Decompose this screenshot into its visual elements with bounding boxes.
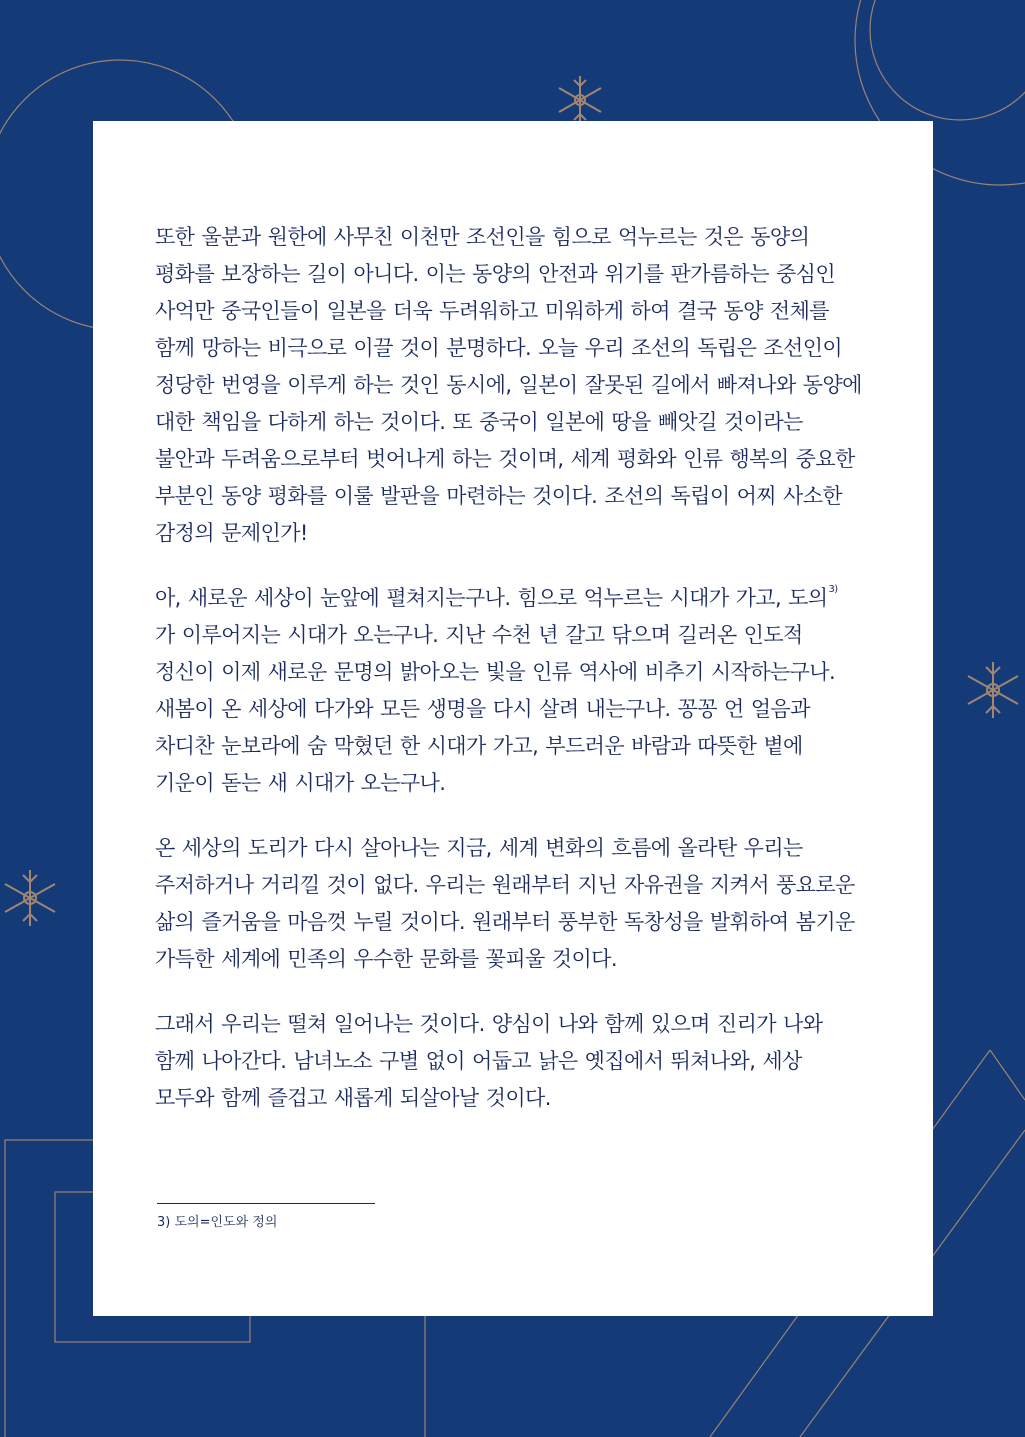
paragraph bbox=[155, 580, 885, 802]
text-line: 가득한 세계에 민족의 우수한 문화를 꽃피울 것이다. bbox=[155, 947, 617, 971]
text-line: 정당한 번영을 이루게 하는 것인 동시에, 일본이 잘못된 길에서 빠져나와 동양에 bbox=[155, 373, 862, 397]
footnote-text: 3) 도의=인도와 정의 bbox=[157, 1215, 278, 1230]
text-line: 가 이루어지는 시대가 오는구나. 지난 수천 년 갈고 닦으며 길러온 인도적 bbox=[155, 623, 803, 647]
text-line: 감정의 문제인가! bbox=[155, 521, 308, 545]
text-line: 불안과 두려움으로부터 벗어나게 하는 것이며, 세계 평화와 인류 행복의 중요한 bbox=[155, 447, 855, 471]
text-line: 차디찬 눈보라에 숨 막혔던 한 시대가 가고, 부드러운 바람과 따뜻한 볕에 bbox=[155, 734, 803, 758]
text-line bbox=[155, 580, 885, 617]
snowflake-icon bbox=[5, 870, 55, 926]
text-line: 새봄이 온 세상에 다가와 모든 생명을 다시 살려 내는구나. 꽁꽁 언 얼음과 bbox=[155, 697, 810, 721]
footnote-divider bbox=[157, 1203, 375, 1204]
document-page bbox=[93, 121, 933, 1316]
snowflake-icon bbox=[968, 662, 1018, 718]
footnote-reference[interactable]: 3) bbox=[828, 584, 838, 595]
paragraph bbox=[155, 1006, 885, 1117]
text-line: 온 세상의 도리가 다시 살아나는 지금, 세계 변화의 흐름에 올라탄 우리는 bbox=[155, 836, 803, 860]
text-line: 기운이 돋는 새 시대가 오는구나. bbox=[155, 771, 446, 795]
text-line-content: 아, 새로운 세상이 눈앞에 펼쳐지는구나. 힘으로 억누르는 시대가 가고, 도의 bbox=[155, 586, 828, 610]
snowflake-icon bbox=[559, 76, 601, 124]
text-line: 사억만 중국인들이 일본을 더욱 두려워하고 미워하게 하여 결국 동양 전체를 bbox=[155, 299, 829, 323]
text-line: 그래서 우리는 떨쳐 일어나는 것이다. 양심이 나와 함께 있으며 진리가 나와 bbox=[155, 1012, 823, 1036]
text-line: 부분인 동양 평화를 이룰 발판을 마련하는 것이다. 조선의 독립이 어찌 사소한 bbox=[155, 484, 843, 508]
body-text bbox=[155, 219, 885, 1145]
paragraph bbox=[155, 830, 885, 978]
text-line: 정신이 이제 새로운 문명의 밝아오는 빛을 인류 역사에 비추기 시작하는구나. bbox=[155, 660, 836, 684]
text-line: 또한 울분과 원한에 사무친 이천만 조선인을 힘으로 억누르는 것은 동양의 bbox=[155, 225, 810, 249]
text-line: 삶의 즐거움을 마음껏 누릴 것이다. 원래부터 풍부한 독창성을 발휘하여 봄기운 bbox=[155, 910, 855, 934]
text-line: 평화를 보장하는 길이 아니다. 이는 동양의 안전과 위기를 판가름하는 중심인 bbox=[155, 262, 836, 286]
text-line: 모두와 함께 즐겁고 새롭게 되살아날 것이다. bbox=[155, 1086, 551, 1110]
text-line: 함께 망하는 비극으로 이끌 것이 분명하다. 오늘 우리 조선의 독립은 조선인이 bbox=[155, 336, 843, 360]
text-line: 대한 책임을 다하게 하는 것이다. 또 중국이 일본에 땅을 빼앗길 것이라는 bbox=[155, 410, 803, 434]
paragraph bbox=[155, 219, 885, 552]
text-line: 주저하거나 거리낄 것이 없다. 우리는 원래부터 지닌 자유권을 지켜서 풍요로운 bbox=[155, 873, 855, 897]
text-line: 함께 나아간다. 남녀노소 구별 없이 어둡고 낡은 옛집에서 뛰쳐나와, 세상 bbox=[155, 1049, 802, 1073]
